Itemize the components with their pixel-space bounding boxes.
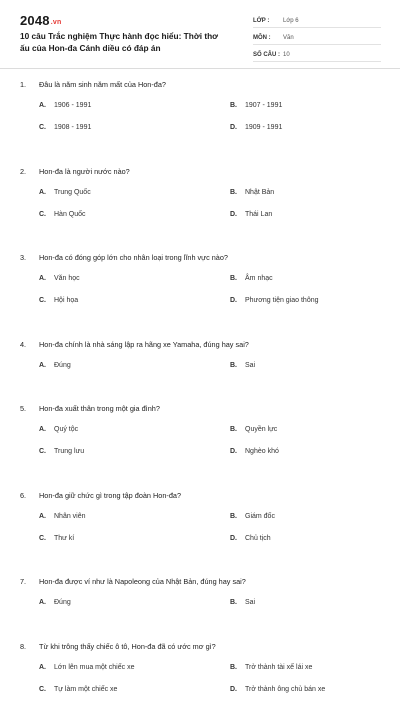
page-header	[0, 0, 400, 60]
option-b[interactable]	[211, 512, 382, 522]
question-text: Hon-đa được ví như là Napoleong của Nhật Bản, đúng hay sai?	[39, 577, 246, 586]
option-b[interactable]	[211, 663, 382, 673]
option-c[interactable]	[20, 685, 211, 695]
option-letter: B.	[230, 599, 237, 606]
option-b[interactable]	[211, 188, 382, 198]
options	[20, 512, 382, 556]
question-number: 6.	[20, 490, 27, 500]
option-text: Hội họa	[54, 297, 79, 304]
option-letter: A.	[39, 512, 46, 520]
options	[20, 361, 382, 383]
option-a[interactable]	[20, 188, 211, 198]
option-text: Trung lưu	[54, 448, 85, 455]
option-text: Đúng	[54, 361, 71, 369]
option-letter: C.	[39, 448, 46, 455]
question-text: Hon-đa có đóng góp lớn cho nhân loại trong lĩnh vực nào?	[39, 253, 228, 262]
option-letter: A.	[39, 361, 46, 369]
option-text: Hàn Quốc	[54, 210, 86, 218]
question-number: 8.	[20, 641, 27, 651]
question-number: 4.	[20, 339, 27, 349]
question-number: 1.	[20, 80, 27, 89]
question-text: Hon-đa là người nước nào?	[39, 166, 130, 176]
options	[20, 188, 382, 232]
site-logo[interactable]	[20, 13, 61, 28]
option-text: Đúng	[54, 599, 71, 606]
header-divider	[0, 68, 400, 69]
question-number: 2.	[20, 166, 27, 176]
option-b[interactable]	[211, 598, 382, 608]
option-text: Trở thành tài xế lái xe	[245, 663, 313, 671]
option-letter: B.	[230, 663, 237, 671]
option-a[interactable]	[20, 512, 211, 522]
option-text: Trung Quốc	[54, 188, 91, 196]
options	[20, 274, 382, 318]
option-letter: D.	[230, 210, 237, 218]
options	[20, 598, 382, 620]
option-a[interactable]	[20, 425, 211, 435]
option-c[interactable]	[20, 123, 211, 133]
option-text: Nghèo khó	[245, 448, 279, 455]
options	[20, 425, 382, 469]
option-letter: B.	[230, 361, 237, 369]
option-text: Chủ tịch	[245, 534, 271, 542]
question-text: Hon-đa chính là nhà sáng lập ra hãng xe Yamaha, đúng hay sai?	[39, 339, 249, 349]
option-text: Âm nhạc	[245, 275, 273, 282]
options	[20, 663, 382, 707]
question-list	[20, 80, 382, 728]
option-text: Quý tộc	[54, 426, 79, 433]
option-letter: B.	[230, 275, 237, 282]
option-b[interactable]	[211, 101, 382, 111]
option-text: Thái Lan	[245, 210, 273, 218]
document-title: 10 câu Trắc nghiệm Thực hành đọc hiểu: Thời thơ ấu của Hon-đa Cánh diều có đáp án	[20, 31, 219, 53]
meta-row-subject	[253, 31, 381, 45]
option-letter: D.	[230, 534, 237, 542]
option-text: Nhân viên	[54, 512, 86, 520]
question-6	[20, 491, 382, 556]
option-c[interactable]	[20, 447, 211, 457]
option-d[interactable]	[211, 685, 382, 695]
logo-text: 2048	[20, 13, 50, 28]
option-letter: C.	[39, 685, 46, 693]
question-number: 7.	[20, 577, 27, 586]
option-a[interactable]	[20, 598, 211, 608]
question-text: Từ khi trông thấy chiếc ô tô, Hon-đa đã có ước mơ gì?	[39, 641, 216, 651]
question-text: Hon-đa xuất thân trong một gia đình?	[39, 404, 160, 413]
option-text: 1909 - 1991	[245, 124, 283, 131]
question-5	[20, 404, 382, 469]
meta-label: SỐ CÂU :	[253, 51, 280, 58]
option-c[interactable]	[20, 534, 211, 544]
option-letter: B.	[230, 188, 237, 196]
option-letter: C.	[39, 534, 46, 542]
option-letter: A.	[39, 599, 46, 606]
option-letter: C.	[39, 297, 46, 304]
option-letter: B.	[230, 426, 237, 433]
option-text: Nhật Bản	[245, 188, 275, 196]
option-a[interactable]	[20, 663, 211, 673]
option-b[interactable]	[211, 361, 382, 371]
option-b[interactable]	[211, 425, 382, 435]
logo-suffix: .vn	[50, 19, 62, 26]
option-text: Quyền lực	[245, 426, 278, 433]
options	[20, 101, 382, 145]
option-text: Sai	[245, 361, 256, 369]
option-letter: A.	[39, 426, 46, 433]
option-a[interactable]	[20, 361, 211, 371]
option-text: 1908 - 1991	[54, 124, 92, 131]
option-letter: D.	[230, 685, 237, 693]
question-number: 5.	[20, 404, 27, 413]
question-2	[20, 167, 382, 232]
option-c[interactable]	[20, 210, 211, 220]
option-letter: A.	[39, 102, 46, 109]
meta-row-class	[253, 14, 381, 28]
question-7	[20, 577, 382, 620]
option-text: 1907 - 1991	[245, 102, 283, 109]
option-d[interactable]	[211, 123, 382, 133]
option-text: 1906 - 1991	[54, 102, 92, 109]
question-4	[20, 340, 382, 383]
option-d[interactable]	[211, 534, 382, 544]
option-text: Trở thành ông chủ bán xe	[245, 685, 326, 693]
question-number: 3.	[20, 253, 27, 262]
option-text: Thư kí	[54, 534, 75, 542]
option-letter: A.	[39, 188, 46, 196]
option-letter: A.	[39, 275, 46, 282]
option-letter: C.	[39, 124, 46, 131]
option-letter: C.	[39, 210, 46, 218]
option-text: Lớn lên mua một chiếc xe	[54, 663, 135, 671]
option-a[interactable]	[20, 101, 211, 111]
meta-info	[253, 14, 381, 65]
option-letter: D.	[230, 124, 237, 131]
meta-value: Văn	[283, 34, 294, 41]
question-text: Hon-đa giữ chức gì trong tập đoàn Hon-đa?	[39, 490, 182, 500]
meta-label: MÔN :	[253, 34, 271, 41]
option-d[interactable]	[211, 296, 382, 306]
meta-value: 10	[283, 51, 290, 58]
option-text: Sai	[245, 599, 256, 606]
option-d[interactable]	[211, 447, 382, 457]
question-1	[20, 80, 382, 145]
option-c[interactable]	[20, 296, 211, 306]
option-d[interactable]	[211, 210, 382, 220]
option-letter: A.	[39, 663, 46, 671]
meta-label: LỚP :	[253, 17, 270, 24]
option-text: Văn học	[54, 275, 80, 282]
question-text: Đâu là năm sinh năm mất của Hon-đa?	[39, 80, 166, 89]
meta-row-count	[253, 48, 381, 62]
option-a[interactable]	[20, 274, 211, 284]
option-b[interactable]	[211, 274, 382, 284]
question-8	[20, 642, 382, 707]
option-text: Tự làm một chiếc xe	[54, 685, 118, 693]
option-letter: B.	[230, 512, 237, 520]
option-letter: D.	[230, 448, 237, 455]
meta-value: Lớp 6	[283, 17, 299, 24]
option-letter: B.	[230, 102, 237, 109]
option-letter: D.	[230, 297, 237, 304]
option-text: Giám đốc	[245, 512, 275, 520]
question-3	[20, 253, 382, 318]
option-text: Phương tiện giao thông	[245, 297, 319, 304]
